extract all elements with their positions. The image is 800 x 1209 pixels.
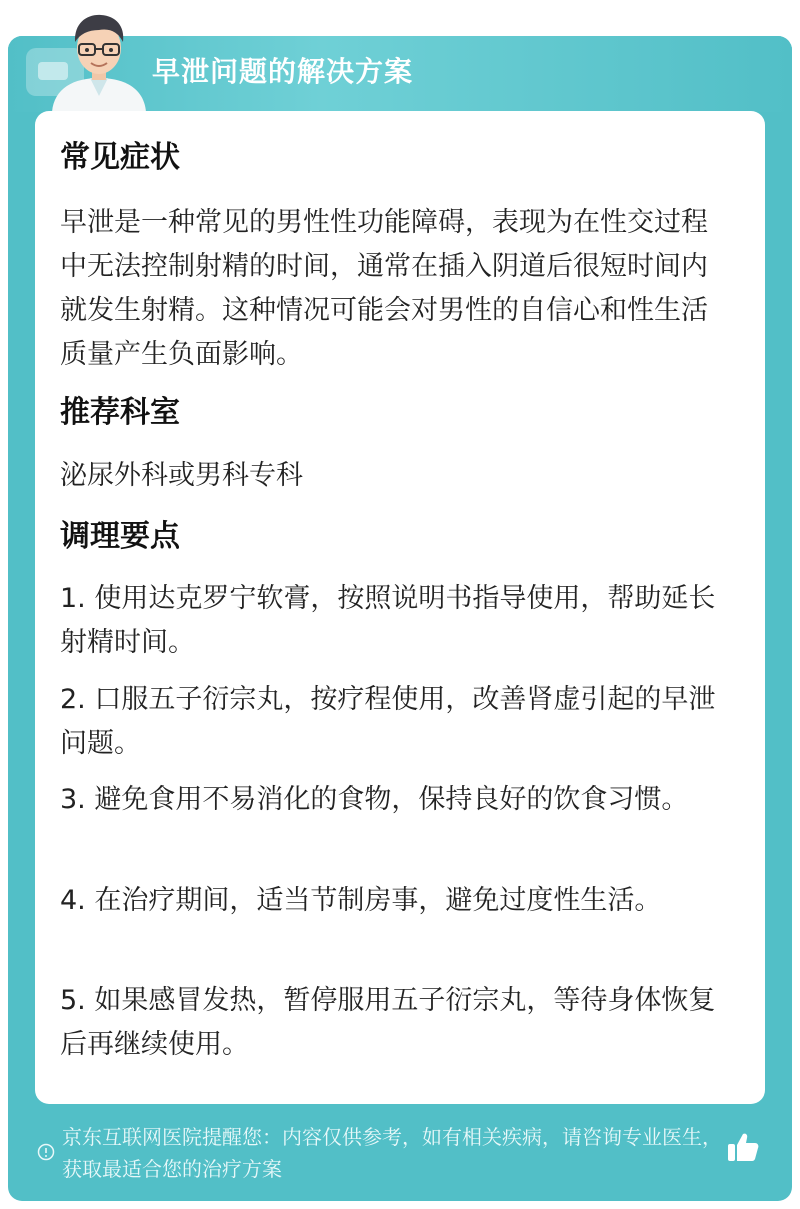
content-card xyxy=(35,111,765,1104)
disclaimer-text: 京东互联网医院提醒您：内容仅供参考，如有相关疾病，请咨询专业医生，获取最适合您的治疗方案 xyxy=(62,1125,722,1181)
department-text: 泌尿外科或男科专科 xyxy=(60,460,303,491)
section-title-department: 推荐科室 xyxy=(60,395,180,430)
list-item: 1. 使用达克罗宁软膏，按照说明书指导使用，帮助延长射精时间。 xyxy=(60,583,716,658)
symptoms-text: 早泄是一种常见的男性性功能障碍，表现为在性交过程中无法控制射精的时间，通常在插入阴道后很短时间内就发生射精。这种情况可能会对男性的自信心和性生活质量产生负面影响。 xyxy=(60,207,708,370)
page-title: 早泄问题的解决方案 xyxy=(152,55,414,88)
list-item: 3. 避免食用不易消化的食物，保持良好的饮食习惯。 xyxy=(60,784,689,815)
doctor-avatar-icon xyxy=(44,10,154,112)
list-item: 2. 口服五子衍宗丸，按疗程使用，改善肾虚引起的早泄问题。 xyxy=(60,684,716,759)
list-item: 4. 在治疗期间，适当节制房事，避免过度性生活。 xyxy=(60,885,662,916)
section-title-care: 调理要点 xyxy=(60,519,180,554)
thumbs-up-icon[interactable] xyxy=(726,1130,760,1164)
info-icon xyxy=(37,1143,55,1161)
section-title-symptoms: 常见症状 xyxy=(60,140,180,175)
list-item: 5. 如果感冒发热，暂停服用五子衍宗丸，等待身体恢复后再继续使用。 xyxy=(60,985,716,1060)
